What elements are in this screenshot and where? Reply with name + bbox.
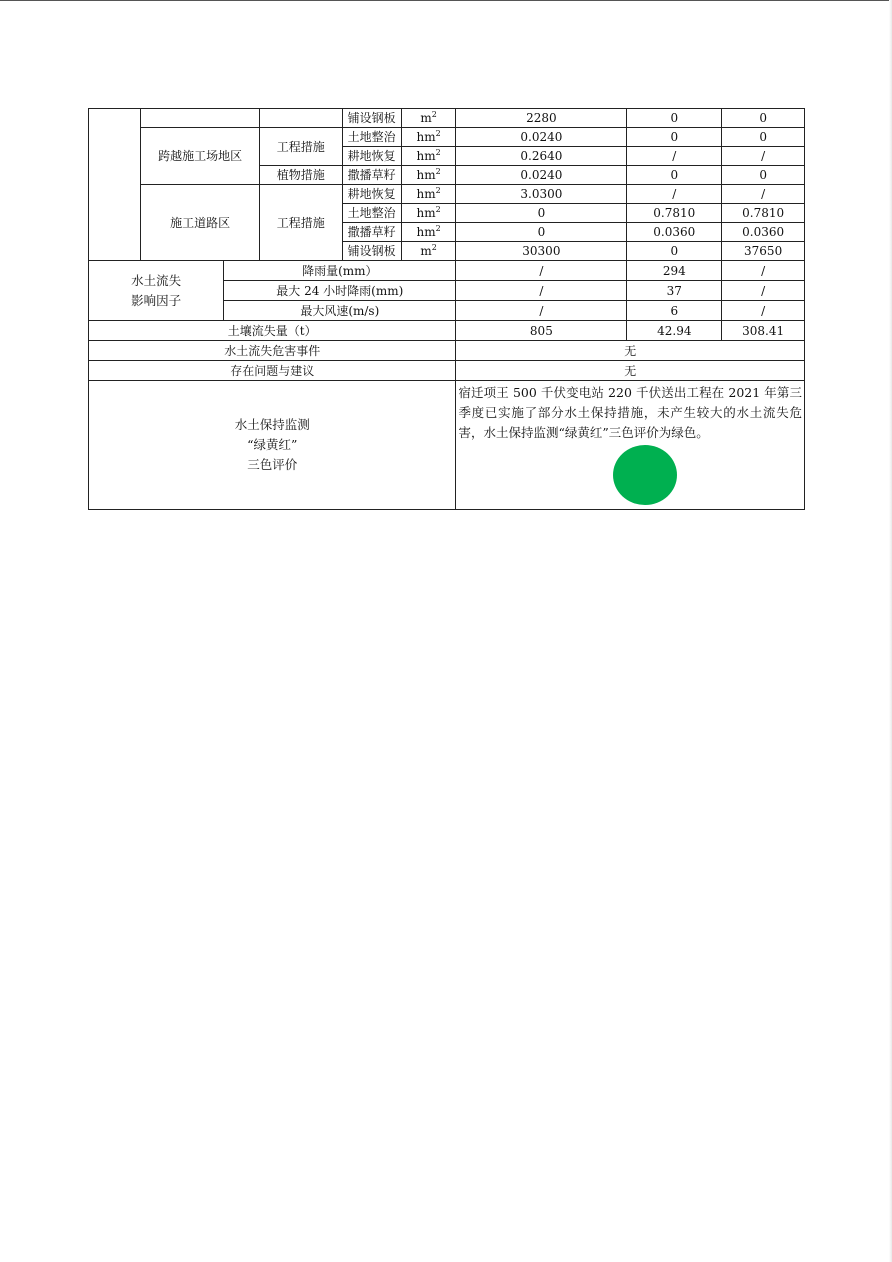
evaluation-label-cell	[89, 381, 456, 510]
monitoring-table	[88, 108, 805, 510]
area-crossing-site: 跨越施工场地区	[141, 128, 259, 185]
hazard-value: 无	[456, 341, 805, 361]
cumulative-value-cell: 0	[722, 166, 805, 185]
unit-cell: $hm^2$	[401, 185, 456, 204]
continued-type-cell	[259, 109, 342, 128]
table-row	[89, 341, 805, 361]
continued-category-cell	[89, 109, 141, 261]
unit-cell: $hm^2$	[401, 147, 456, 166]
issues-label: 存在问题与建议	[89, 361, 456, 381]
issues-value: 无	[456, 361, 805, 381]
unit-cell: $hm^2$	[401, 223, 456, 242]
cumulative-value-cell: /	[722, 301, 805, 321]
period-value-cell: 294	[627, 261, 722, 281]
measure-cell: 土地整治	[342, 128, 401, 147]
type-engineering: 工程措施	[259, 185, 342, 261]
unit-cell: $hm^2$	[401, 204, 456, 223]
table-row	[89, 321, 805, 341]
factor-label-cell	[89, 261, 224, 321]
factor-label-line2: 影响因子	[131, 292, 182, 308]
cumulative-value-cell: /	[722, 147, 805, 166]
cumulative-value-cell: 37650	[722, 242, 805, 261]
measure-cell: 耕地恢复	[342, 185, 401, 204]
cumulative-value-cell: 308.41	[722, 321, 805, 341]
measure-cell: 撒播草籽	[342, 166, 401, 185]
measure-cell: 铺设钢板	[342, 242, 401, 261]
design-value-cell: 3.0300	[456, 185, 627, 204]
green-status-circle	[613, 445, 677, 505]
period-value-cell: 0.7810	[627, 204, 722, 223]
page-top-border	[0, 0, 892, 1]
cumulative-value-cell: 0	[722, 128, 805, 147]
design-value-cell: /	[456, 261, 627, 281]
unit-cell: $m^2$	[401, 109, 456, 128]
period-value-cell: 0	[627, 109, 722, 128]
type-vegetation: 植物措施	[259, 166, 342, 185]
period-value-cell: 42.94	[627, 321, 722, 341]
max24h-rain-label: 最大 24 小时降雨(mm)	[224, 281, 456, 301]
factor-label-line1: 水土流失	[131, 272, 182, 288]
design-value-cell: 0	[456, 204, 627, 223]
evaluation-label-line1: 水土保持监测	[234, 417, 310, 432]
table-row	[89, 128, 805, 147]
table-row	[89, 361, 805, 381]
evaluation-content-cell	[456, 381, 805, 510]
design-value-cell: /	[456, 301, 627, 321]
design-value-cell: 0.0240	[456, 128, 627, 147]
design-value-cell: 0	[456, 223, 627, 242]
design-value-cell: 2280	[456, 109, 627, 128]
type-engineering: 工程措施	[259, 128, 342, 166]
design-value-cell: 30300	[456, 242, 627, 261]
period-value-cell: 0.0360	[627, 223, 722, 242]
period-value-cell: /	[627, 185, 722, 204]
unit-cell: $m^2$	[401, 242, 456, 261]
measure-cell: 土地整治	[342, 204, 401, 223]
soil-loss-label: 土壤流失量（t）	[89, 321, 456, 341]
area-construction-road: 施工道路区	[141, 185, 259, 261]
max-wind-label: 最大风速(m/s)	[224, 301, 456, 321]
continued-area-cell	[141, 109, 259, 128]
cumulative-value-cell: /	[722, 281, 805, 301]
period-value-cell: /	[627, 147, 722, 166]
period-value-cell: 37	[627, 281, 722, 301]
unit-cell: $hm^2$	[401, 128, 456, 147]
period-value-cell: 6	[627, 301, 722, 321]
design-value-cell: 0.2640	[456, 147, 627, 166]
rainfall-label: 降雨量(mm）	[224, 261, 456, 281]
cumulative-value-cell: 0.0360	[722, 223, 805, 242]
cumulative-value-cell: 0.7810	[722, 204, 805, 223]
design-value-cell: 0.0240	[456, 166, 627, 185]
period-value-cell: 0	[627, 166, 722, 185]
design-value-cell: 805	[456, 321, 627, 341]
table-row	[89, 261, 805, 281]
period-value-cell: 0	[627, 128, 722, 147]
table-row	[89, 381, 805, 510]
evaluation-text: 宿迁项王 500 千伏变电站 220 千伏送出工程在 2021 年第三季度已实施了部分水土保持措施，未产生较大的水土流失危害，水土保持监测“绿黄红”三色评价为绿色。	[458, 384, 802, 440]
cumulative-value-cell: /	[722, 261, 805, 281]
table-row	[89, 185, 805, 204]
status-indicator-wrap	[458, 445, 802, 508]
unit-cell: $hm^2$	[401, 166, 456, 185]
design-value-cell: /	[456, 281, 627, 301]
measure-cell: 铺设钢板	[342, 109, 401, 128]
hazard-label: 水土流失危害事件	[89, 341, 456, 361]
evaluation-label-line3: 三色评价	[247, 457, 298, 472]
evaluation-label-line2: “绿黄红”	[247, 437, 298, 452]
cumulative-value-cell: 0	[722, 109, 805, 128]
measure-cell: 耕地恢复	[342, 147, 401, 166]
table-row	[89, 109, 805, 128]
period-value-cell: 0	[627, 242, 722, 261]
cumulative-value-cell: /	[722, 185, 805, 204]
measure-cell: 撒播草籽	[342, 223, 401, 242]
